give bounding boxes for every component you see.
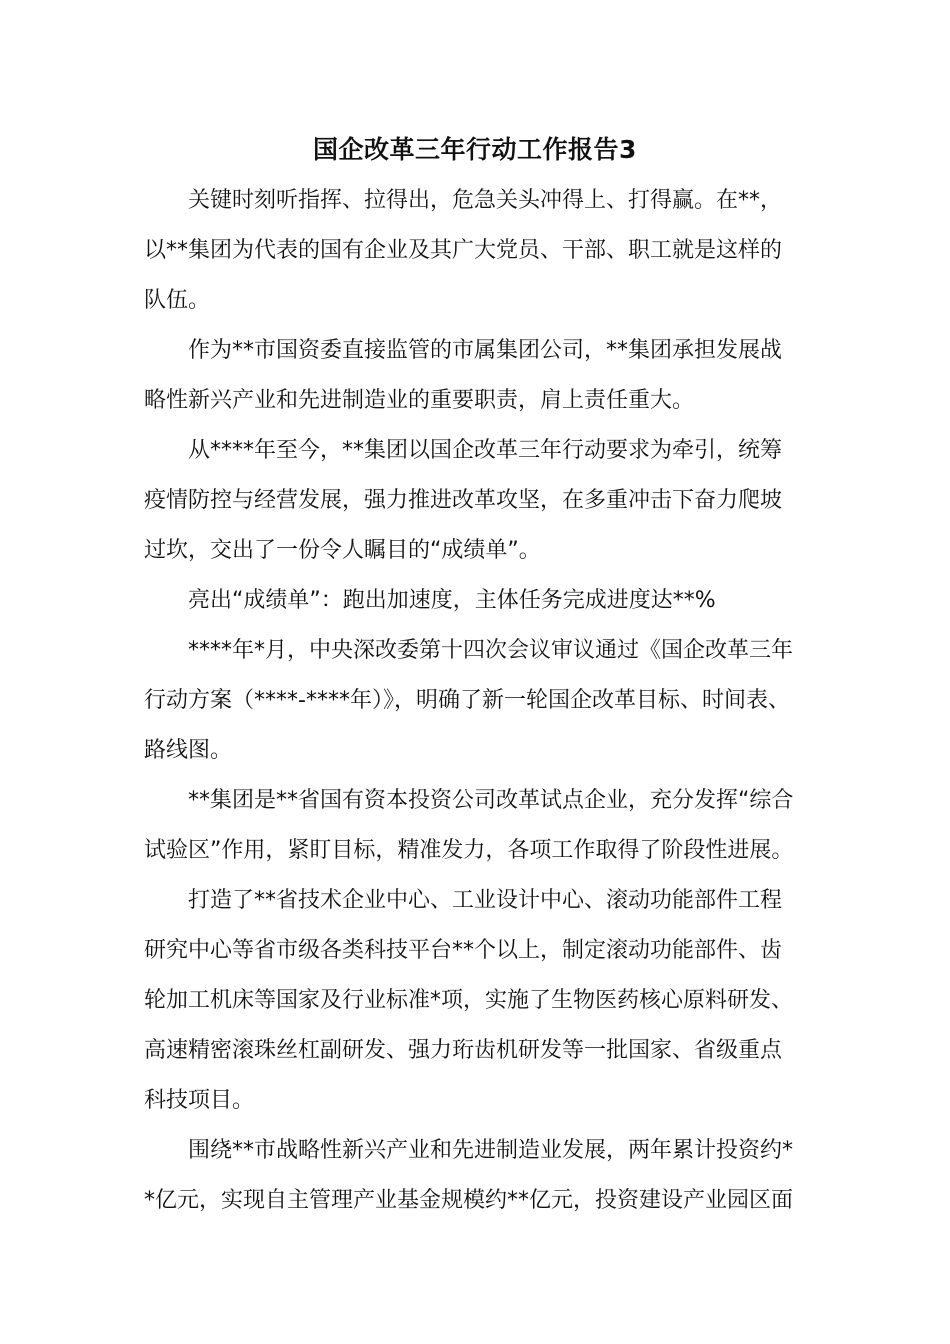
document-body: [144, 176, 814, 1226]
paragraph-line: 围绕**市战略性新兴产业和先进制造业发展，两年累计投资约*: [188, 1138, 794, 1163]
paragraph-line: **集团是**省国有资本投资公司改革试点企业，充分发挥“综合: [188, 788, 794, 813]
paragraph-line: 从****年至今，**集团以国企改革三年行动要求为牵引，统筹: [188, 438, 783, 463]
paragraph-line: 作为**市国资委直接监管的市属集团公司，**集团承担发展战: [188, 338, 783, 363]
section-heading: 亮出“成绩单”：跑出加速度，主体任务完成进度达**%: [188, 588, 716, 613]
paragraph-line: 略性新兴产业和先进制造业的重要职责，肩上责任重大。: [144, 388, 695, 413]
paragraph-line: 试验区”作用，紧盯目标，精准发力，各项工作取得了阶段性进展。: [144, 838, 794, 863]
paragraph-line: 科技项目。: [144, 1088, 255, 1113]
paragraph-line: ****年*月，中央深改委第十四次会议审议通过《国企改革三年: [188, 638, 794, 663]
paragraph-line: 打造了**省技术企业中心、工业设计中心、滚动功能部件工程: [188, 888, 783, 913]
document-title: 国企改革三年行动工作报告3: [313, 135, 637, 164]
paragraph-line: 轮加工机床等国家及行业标准*项，实施了生物医药核心原料研发、: [144, 988, 794, 1013]
paragraph-line: 疫情防控与经营发展，强力推进改革攻坚，在多重冲击下奋力爬坡: [144, 488, 783, 513]
paragraph-line: 研究中心等省市级各类科技平台**个以上，制定滚动功能部件、齿: [144, 938, 783, 963]
paragraph-line: 高速精密滚珠丝杠副研发、强力珩齿机研发等一批国家、省级重点: [144, 1038, 783, 1063]
paragraph-line: 以**集团为代表的国有企业及其广大党员、干部、职工就是这样的: [144, 238, 783, 263]
paragraph-line: *亿元，实现自主管理产业基金规模约**亿元，投资建设产业园区面: [144, 1188, 794, 1213]
paragraph-line: 关键时刻听指挥、拉得出，危急关头冲得上、打得赢。在**，: [188, 188, 783, 213]
paragraph-line: 路线图。: [144, 738, 233, 763]
paragraph-line: 行动方案（****-****年）》，明确了新一轮国企改革目标、时间表、: [144, 688, 790, 713]
paragraph-line: 队伍。: [144, 288, 211, 313]
paragraph-line: 过坎，交出了一份令人瞩目的“成绩单”。: [144, 538, 541, 563]
